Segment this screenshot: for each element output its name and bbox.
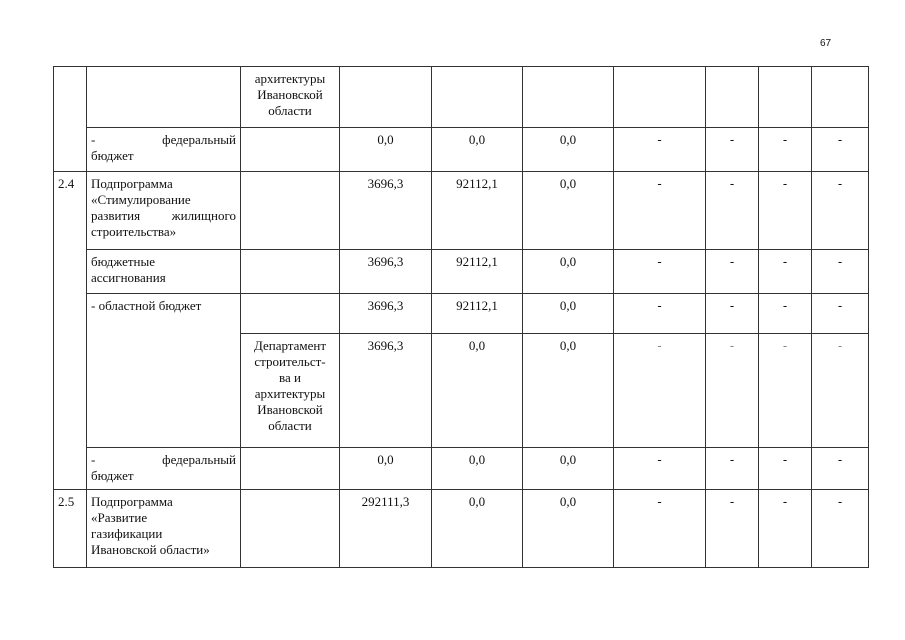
name-cell: - федеральный бюджет [87,128,241,172]
dash-cell [614,67,706,128]
dash-cell [706,67,759,128]
executor-cell [241,250,340,294]
value-cell [523,67,614,128]
name-cell: бюджетные ассигнования [87,250,241,294]
dash-cell: - [614,128,706,172]
row-number-cell: 2.4 [54,172,87,490]
executor-cell [241,294,340,334]
value-cell: 0,0 [523,250,614,294]
name-cell [87,67,241,128]
dash-cell: - [614,490,706,568]
dash-cell: - [759,128,812,172]
value-cell: 0,0 [432,334,523,448]
dash-cell: - [706,294,759,334]
name-cell: - федеральный бюджет [87,448,241,490]
value-cell: 0,0 [340,128,432,172]
name-cell: - областной бюджет [87,294,241,448]
table-row [54,490,869,568]
value-cell: 3696,3 [340,250,432,294]
value-cell: 0,0 [340,448,432,490]
row-number-cell: 2.5 [54,490,87,568]
value-cell: 0,0 [432,490,523,568]
value-cell: 3696,3 [340,172,432,250]
table-row [54,294,869,334]
dash-cell: - [812,250,869,294]
page-number: 67 [820,38,832,49]
dash-cell: - [812,172,869,250]
name-cell: Подпрограмма «Развитие газификации Ивановской области» [87,490,241,568]
value-cell: 0,0 [523,172,614,250]
value-cell: 0,0 [432,128,523,172]
table-row [54,172,869,250]
value-cell: 3696,3 [340,294,432,334]
executor-cell: архитектуры Ивановской области [241,67,340,128]
name-cell: Подпрограмма «Стимулирование развития жилищного строительства» [87,172,241,250]
dash-cell: - [812,128,869,172]
executor-cell [241,490,340,568]
budget-table [53,66,869,568]
dash-cell: - [706,448,759,490]
value-cell: 92112,1 [432,250,523,294]
dash-cell: - [812,294,869,334]
value-cell [432,67,523,128]
value-cell: 0,0 [523,334,614,448]
executor-cell [241,128,340,172]
dash-cell: - [812,490,869,568]
dash-cell: - [614,334,706,448]
dash-cell: - [614,250,706,294]
value-cell: 0,0 [432,448,523,490]
dash-cell: - [706,172,759,250]
dash-cell: - [759,490,812,568]
table-row [54,128,869,172]
dash-cell: - [812,448,869,490]
value-cell: 0,0 [523,448,614,490]
dash-cell: - [759,250,812,294]
dash-cell: - [759,172,812,250]
dash-cell: - [706,490,759,568]
value-cell [340,67,432,128]
value-cell: 3696,3 [340,334,432,448]
dash-cell: - [706,250,759,294]
row-number-cell [54,67,87,172]
executor-cell [241,448,340,490]
executor-cell [241,172,340,250]
executor-cell: Департамент строительст- ва и архитектуры Ивановской области [241,334,340,448]
value-cell: 92112,1 [432,172,523,250]
dash-cell: - [706,334,759,448]
value-cell: 0,0 [523,128,614,172]
dash-cell [759,67,812,128]
dash-cell: - [812,334,869,448]
value-cell: 292111,3 [340,490,432,568]
value-cell: 0,0 [523,490,614,568]
dash-cell: - [614,294,706,334]
table-row [54,250,869,294]
dash-cell: - [759,334,812,448]
dash-cell [812,67,869,128]
dash-cell: - [614,448,706,490]
dash-cell: - [706,128,759,172]
table-row [54,448,869,490]
dash-cell: - [759,448,812,490]
value-cell: 92112,1 [432,294,523,334]
dash-cell: - [614,172,706,250]
table-row [54,67,869,128]
dash-cell: - [759,294,812,334]
value-cell: 0,0 [523,294,614,334]
